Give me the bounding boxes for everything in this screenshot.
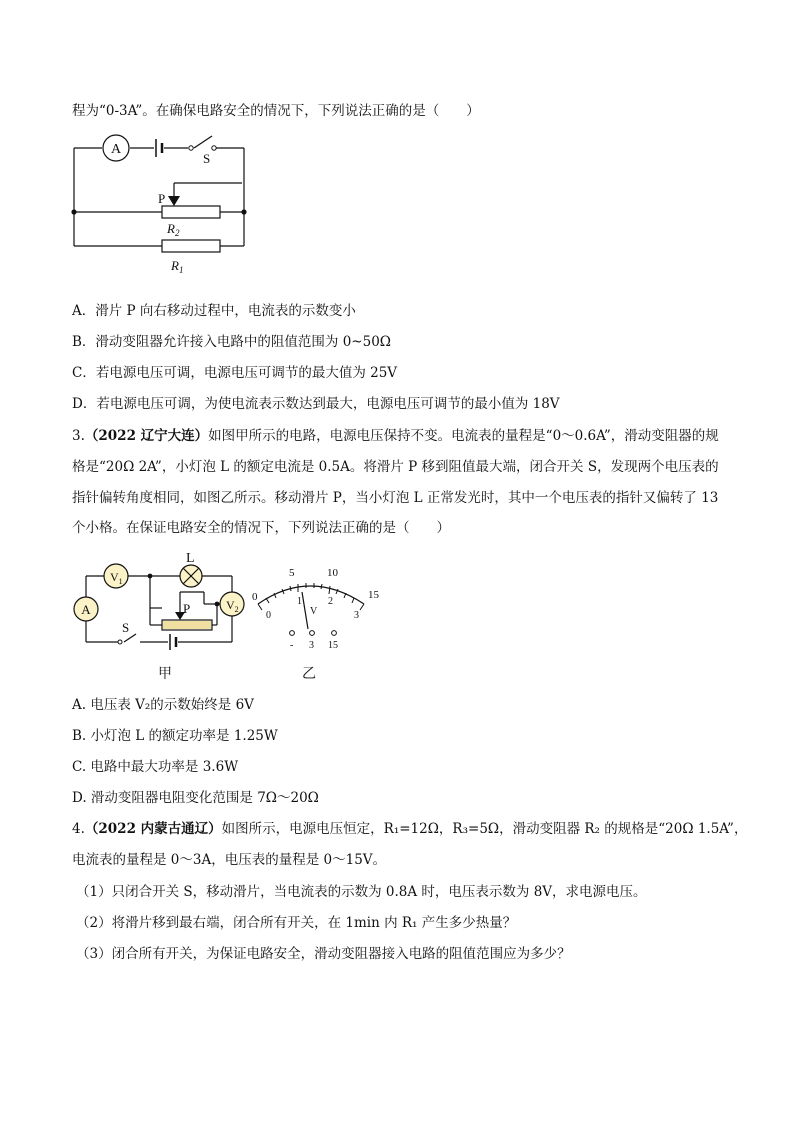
q3-dial-upper-tick-0: 0 [252,591,258,603]
q2-switch-contact [212,146,216,150]
q3-option-a: A. 电压表 V₂的示数始终是 6V [72,697,254,713]
q3-dial-scale-arc [258,586,364,604]
q3-dial-lower-tick-0: 0 [266,610,271,621]
q3-dial-terminal-label: 15 [328,640,338,651]
q3-voltmeter-v1 [104,564,128,588]
q3-lamp-label: L [186,551,195,566]
q3-dial-terminal-label: - [290,640,294,651]
q4-subquestion-3: （3）闭合所有开关，为保证电路安全，滑动变阻器接入电路的阻值范围应为多少？ [76,946,571,962]
svg-text:V1: $V_1$ [110,570,123,586]
q3-dial-lower-tick-1: 1 [297,596,302,607]
q2-circuit-diagram [70,136,250,276]
q3-stem-line2: 格是“20Ω 2A”，小灯泡 L 的额定电流是 0.5A。将滑片 P 移到阻值最大端，闭合开关 S，发现两个电压表的 [72,459,719,475]
q2-option-c: C．若电源电压可调，电源电压可调节的最大值为 25V [72,365,398,381]
q3-dial-terminal-label: 3 [309,640,314,651]
q3-dial-upper-tick-10: 10 [327,567,338,579]
svg-text:A: A [81,602,91,617]
q2-r1-label: $R_1$ [171,258,184,275]
q3-rheostat-body [163,621,211,629]
q2-option-b: B．滑动变阻器允许接入电路中的阻值范围为 0~50Ω [72,334,391,350]
q2-r2-label: $R_2$ [167,221,180,238]
q3-junction [215,602,220,607]
q2-slider-label: P [158,191,166,206]
q3-battery-icon [170,634,176,650]
q3-slider-label: P [183,601,191,616]
q3-lamp-icon [180,565,202,587]
q3-option-b: B. 小灯泡 L 的额定功率是 1.25W [72,728,278,744]
q2-slider-arrow-icon [168,196,180,206]
q2-switch-label: S [203,151,211,166]
q2-junction [241,209,246,214]
q3-stem-line4: 个小格。在保证电路安全的情况下，下列说法正确的是（ ） [72,520,450,536]
q3-switch-label: S [122,620,130,635]
q3-dial-upper-tick-5: 5 [289,567,295,579]
q4-subquestion-2: （2）将滑片移到最右端，闭合所有开关，在 1min 内 R₁ 产生多少热量？ [76,915,517,931]
q3-junction [148,574,153,579]
q4-stem-line2: 电流表的量程是 0～3A，电压表的量程是 0～15V。 [72,852,387,868]
q3-circuit-diagram-jia [72,548,247,683]
q2-option-a: A．滑片 P 向右移动过程中，电流表的示数变小 [72,303,356,319]
q2-stem: 程为“0-3A”。在确保电路安全的情况下，下列说法正确的是（ ） [72,103,480,119]
q3-ammeter [74,597,98,621]
q3-figure-caption-yi: 乙 [302,667,316,682]
q3-dial-terminal [290,631,295,636]
q2-ammeter [103,135,129,161]
q2-option-d: D．若电源电压可调，为使电流表示数达到最大，电源电压可调节的最小值为 18V [72,396,560,412]
q3-dial-unit: V [310,606,318,617]
q2-battery-icon [156,139,162,157]
q3-figure-caption-jia: 甲 [158,667,172,682]
q3-dial-needle [302,592,308,629]
svg-text:A: A [110,142,122,157]
q3-dial-lower-tick-2: 2 [328,596,333,607]
q3-dial-terminal [310,631,315,636]
q3-switch-contact [118,640,122,644]
q3-voltmeter-v2 [220,592,244,616]
q2-junction [71,209,76,214]
q3-option-d: D. 滑动变阻器电阻变化范围是 7Ω～20Ω [72,790,319,806]
q3-dial-terminal [332,631,337,636]
svg-text:V2: $V_2$ [226,598,239,614]
q3-stem-line3: 指针偏转角度相同，如图乙所示。移动滑片 P，当小灯泡 L 正常发光时，其中一个电压表的指针又偏转了 13 [72,490,719,506]
q4-stem-line1: 4.（2022 内蒙古通辽）如图所示，电源电压恒定，R₁=12Ω，R₃=5Ω，滑动变阻器 R₂ 的规格是“20Ω 1.5A”， [72,821,748,837]
q3-dial-lower-tick-3: 3 [354,610,359,621]
q3-dial-upper-tick-15: 15 [368,589,379,601]
q2-switch-contact [189,146,193,150]
q3-stem-line1: 3.（2022 辽宁大连）如图甲所示的电路，电源电压保持不变。电流表的量程是“0～0.6A”，滑动变阻器的规 [72,428,719,444]
q4-subquestion-1: （1）只闭合开关 S，移动滑片，当电流表的示数为 0.8A 时，电压表示数为 8V，求电源电压。 [76,884,647,900]
q3-option-c: C. 电路中最大功率是 3.6W [72,759,239,775]
q3-voltmeter-dial-yi [248,548,388,683]
